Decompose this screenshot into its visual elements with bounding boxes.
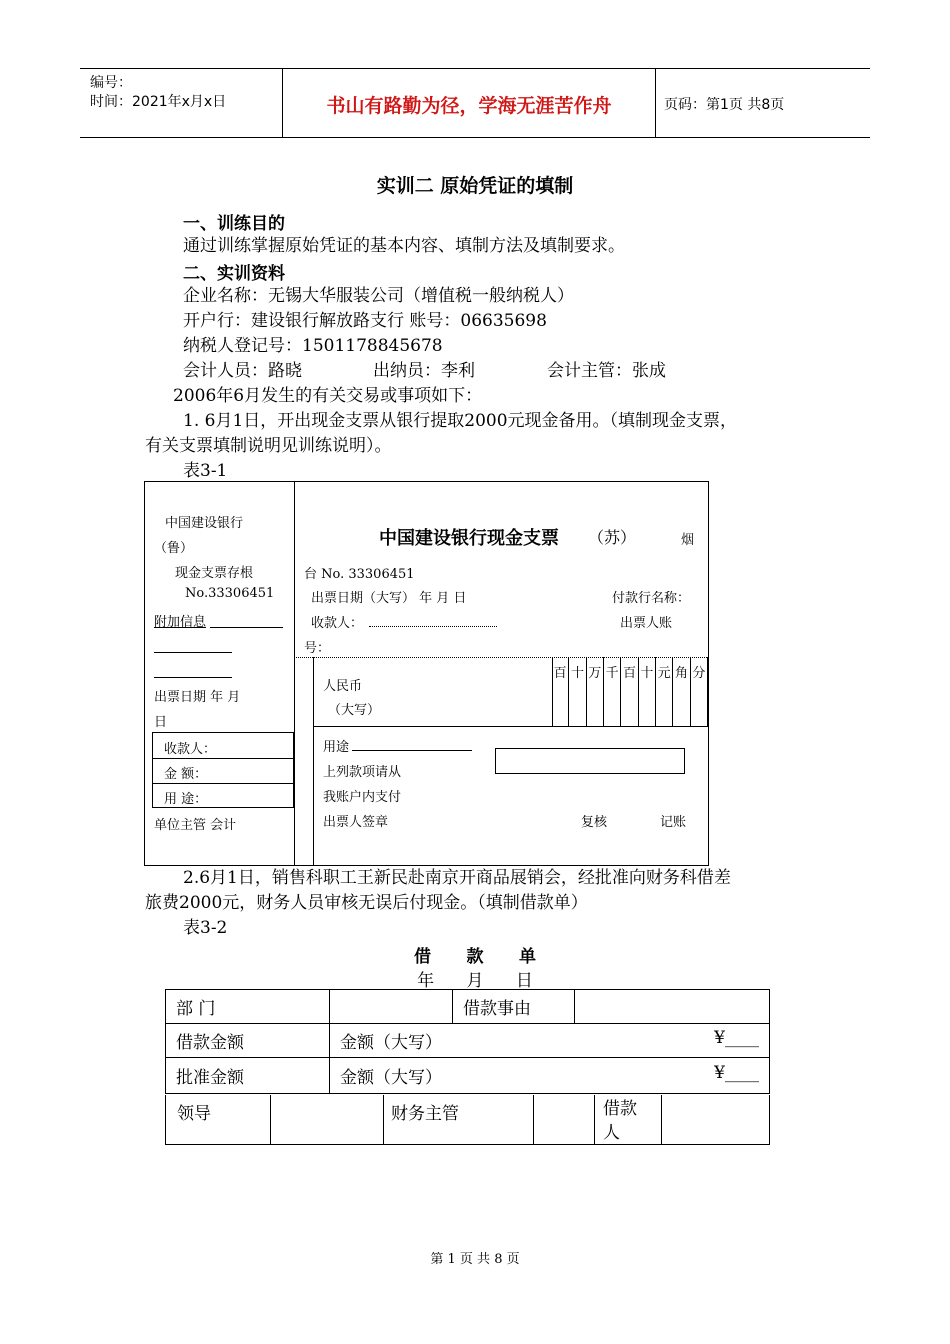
stub-bank: 中国建设银行 xyxy=(165,516,244,531)
review-label: 复核 xyxy=(581,815,608,830)
header-meta xyxy=(80,69,283,137)
digit-label: 万 xyxy=(588,666,602,681)
page-title: 实训二 原始凭证的填制 xyxy=(376,175,574,197)
cheque-title: 中国建设银行现金支票 xyxy=(379,528,559,549)
loan-amount-label: 借款金额 xyxy=(166,1024,330,1058)
stub-purpose: 用 途： xyxy=(164,792,208,807)
stub-payee: 收款人： xyxy=(164,742,217,757)
digit-cell-8 xyxy=(691,657,708,726)
page-header xyxy=(80,68,870,138)
stub-footer: 单位主管 会计 xyxy=(154,818,237,833)
header-motto: 书山有路勤为径，学海无涯苦作舟 xyxy=(326,95,612,117)
digit-label: 百 xyxy=(622,666,636,681)
stub-date-day: 日 xyxy=(154,715,168,730)
page-info: 页码：第1页 共8页 xyxy=(664,97,785,113)
table1-label: 表3-1 xyxy=(183,461,228,481)
number-label: 编号： xyxy=(90,75,132,91)
tax-id-line: 纳税人登记号：1501178845678 xyxy=(183,336,443,356)
loan-date: 年 月 日 xyxy=(417,971,533,991)
digit-label: 百 xyxy=(553,666,567,681)
cheque-yan: 烟 xyxy=(681,533,695,548)
cheque-date: 出票日期（大写） 年 月 日 xyxy=(311,591,467,606)
loan-amount-value xyxy=(330,1024,770,1058)
stub-info-box xyxy=(152,732,294,808)
digit-cell-5 xyxy=(639,657,656,726)
digit-label: 分 xyxy=(692,666,706,681)
company-line: 企业名称：无锡大华服装公司（增值税一般纳税人） xyxy=(183,286,574,306)
stub-extra: 附加信息 xyxy=(154,615,207,630)
digit-cell-7 xyxy=(673,657,690,726)
cheque-line2: 我账户内支付 xyxy=(323,790,402,805)
cheque-payee: 收款人： xyxy=(311,616,364,631)
bookkeep-label: 记账 xyxy=(660,815,687,830)
amount-digit-grid xyxy=(552,657,708,726)
digit-label: 元 xyxy=(657,666,671,681)
leader-label: 领导 xyxy=(177,1104,211,1124)
digit-label: 角 xyxy=(674,666,688,681)
section1-heading: 一、训练目的 xyxy=(183,214,285,234)
header-motto-cell xyxy=(283,69,656,137)
rmb-upper-label: （大写） xyxy=(328,703,381,718)
cheque-paybank: 付款行名称： xyxy=(612,591,691,606)
loan-table xyxy=(165,989,770,1094)
bank-line: 开户行：建设银行解放路支行 账号：06635698 xyxy=(183,311,547,331)
rmb-label: 人民币 xyxy=(323,679,363,694)
loan-sign-row xyxy=(165,1095,770,1145)
cheque-no: 台 No. 33306451 xyxy=(304,567,415,582)
staff-accountant: 会计人员：路晓 xyxy=(183,361,302,381)
digit-cell-1 xyxy=(569,657,586,726)
dept-value xyxy=(330,990,453,1024)
approved-amount-value xyxy=(330,1058,770,1094)
time-label: 时间：2021年x月x日 xyxy=(90,94,227,110)
drawer-sign: 出票人签章 xyxy=(323,815,389,830)
digit-label: 千 xyxy=(605,666,619,681)
approved-amount-yen: ¥____ xyxy=(714,1063,759,1083)
loan-title: 借 款 单 xyxy=(413,947,537,967)
cheque-account-2: 号： xyxy=(304,641,331,656)
stub-date: 出票日期 年 月 xyxy=(154,690,241,705)
intro-line: 2006年6月发生的有关交易或事项如下： xyxy=(173,386,483,406)
digit-cell-2 xyxy=(587,657,604,726)
section1-text: 通过训练掌握原始凭证的基本内容、填制方法及填制要求。 xyxy=(183,236,625,256)
staff-cashier: 出纳员：李利 xyxy=(373,361,475,381)
item2-line2: 旅费2000元，财务人员审核无误后付现金。（填制借款单） xyxy=(145,893,588,913)
cheque-region: （苏） xyxy=(588,528,637,547)
cheque-account: 出票人账 xyxy=(620,616,673,631)
item1-line2: 有关支票填制说明见训练说明）。 xyxy=(145,436,392,456)
finance-chief-label: 财务主管 xyxy=(391,1104,459,1124)
section2-heading: 二、实训资料 xyxy=(183,264,285,284)
page-footer: 第 1 页 共 8 页 xyxy=(430,1252,520,1267)
password-box xyxy=(495,748,685,774)
stub-title: 现金支票存根 xyxy=(175,566,254,581)
loan-amount-upper: 金额（大写） xyxy=(340,1033,442,1053)
borrower-label: 借款人 xyxy=(603,1099,637,1143)
digit-cell-3 xyxy=(604,657,621,726)
approved-amount-label: 批准金额 xyxy=(166,1058,330,1094)
digit-label: 十 xyxy=(640,666,654,681)
staff-chief: 会计主管：张成 xyxy=(547,361,666,381)
header-page-cell xyxy=(656,69,870,137)
digit-cell-6 xyxy=(656,657,673,726)
approved-amount-upper: 金额（大写） xyxy=(340,1068,442,1088)
digit-cell-0 xyxy=(552,657,569,726)
stub-amount: 金 额： xyxy=(164,767,208,782)
item1-line1: 1. 6月1日，开出现金支票从银行提取2000元现金备用。（填制现金支票， xyxy=(183,411,738,431)
reason-label: 借款事由 xyxy=(453,990,575,1024)
loan-amount-yen: ¥____ xyxy=(714,1028,759,1048)
item2-line1: 2.6月1日，销售科职工王新民赴南京开商品展销会，经批准向财务科借差 xyxy=(183,868,731,888)
digit-cell-4 xyxy=(621,657,638,726)
table2-label: 表3-2 xyxy=(183,918,228,938)
cheque-line1: 上列款项请从 xyxy=(323,765,402,780)
stub-no: No.33306451 xyxy=(185,586,275,601)
purpose-label: 用途 xyxy=(323,740,350,755)
stub-region: （鲁） xyxy=(154,541,194,556)
digit-label: 十 xyxy=(570,666,584,681)
reason-value xyxy=(575,990,770,1024)
cash-cheque xyxy=(144,481,709,866)
dept-label: 部 门 xyxy=(166,990,330,1024)
